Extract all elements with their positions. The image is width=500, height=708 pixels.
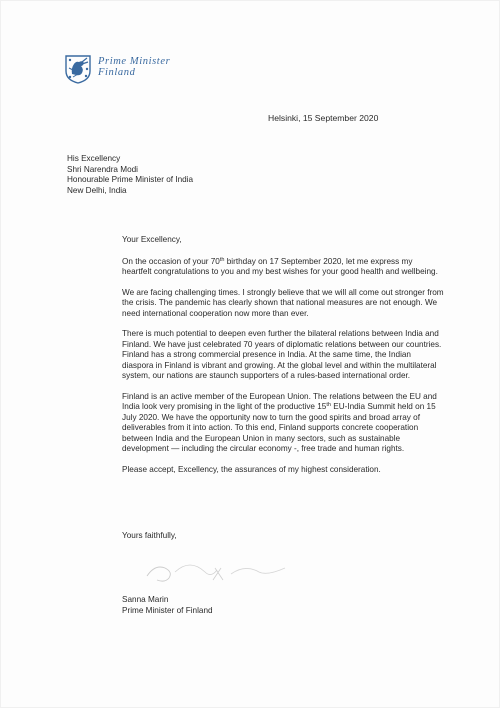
addressee-line: His Excellency [67, 154, 121, 163]
addressee-line: Shri Narendra Modi [67, 164, 138, 174]
signer-name: Sanna Marin [122, 595, 169, 604]
addressee-line: Honourable Prime Minister of India [67, 175, 194, 184]
letter-body [122, 235, 444, 485]
paragraph-text: On the occasion of your 70 [122, 256, 220, 266]
superscript: th [219, 256, 225, 263]
paragraph-challenging-times: We are facing challenging times. I strongly believe that we will all come out stronger from the crisis. The pandemic has clearly shown that national measures are not enough. We need international cooperation now more than ever. [122, 287, 444, 318]
handwritten-signature [135, 550, 295, 588]
closing-phrase: Yours faithfully, [122, 531, 177, 540]
paragraph-european-union [122, 392, 444, 455]
paragraph-birthday [122, 257, 444, 278]
signer-block [122, 595, 213, 616]
paragraph-text: birthday on 17 September 2020, let me express my heartfelt congratulations to you and my best wishes for your good health and wellbeing. [122, 256, 438, 276]
paragraph-bilateral-relations: There is much potential to deepen even further the bilateral relations between India and Finland. We have just celebrated 70 years of diplomatic relations between our countries. Finland has a strong commercial presence in India. At the same time, the Indian diaspora in Finland is vibrant and growing. At the global level and within the multilateral system, our nations are staunch supporters of a rules-based international order. [122, 329, 442, 380]
superscript: th [326, 402, 331, 408]
paragraph-text: Finland is an active member of the European Union. The relations between the EU and India look very promising in the light of the productive 15 [122, 391, 437, 411]
letterhead-line-2: Finland [98, 67, 136, 78]
paragraph-text: EU-India Summit held on 15 July 2020. We have the opportunity now to turn the good spirits and broad array of deliverables from it into action. To this end, Finland supports concrete cooperation between India and the European Union in many sectors, such as sustainable development — including the circular economy -, free trade and human rights. [122, 402, 436, 453]
finland-coat-of-arms-logo [64, 54, 92, 84]
letterhead-line-1: Prime Minister [98, 56, 171, 67]
addressee-line: New Delhi, India [67, 185, 127, 195]
salutation: Your Excellency, [122, 235, 182, 244]
addressee-block [67, 154, 193, 196]
paragraph-closing-courtesy: Please accept, Excellency, the assurances of my highest consideration. [122, 464, 381, 474]
letterhead-title [98, 56, 170, 78]
letter-date: Helsinki, 15 September 2020 [268, 113, 379, 123]
signer-title: Prime Minister of Finland [122, 605, 213, 615]
